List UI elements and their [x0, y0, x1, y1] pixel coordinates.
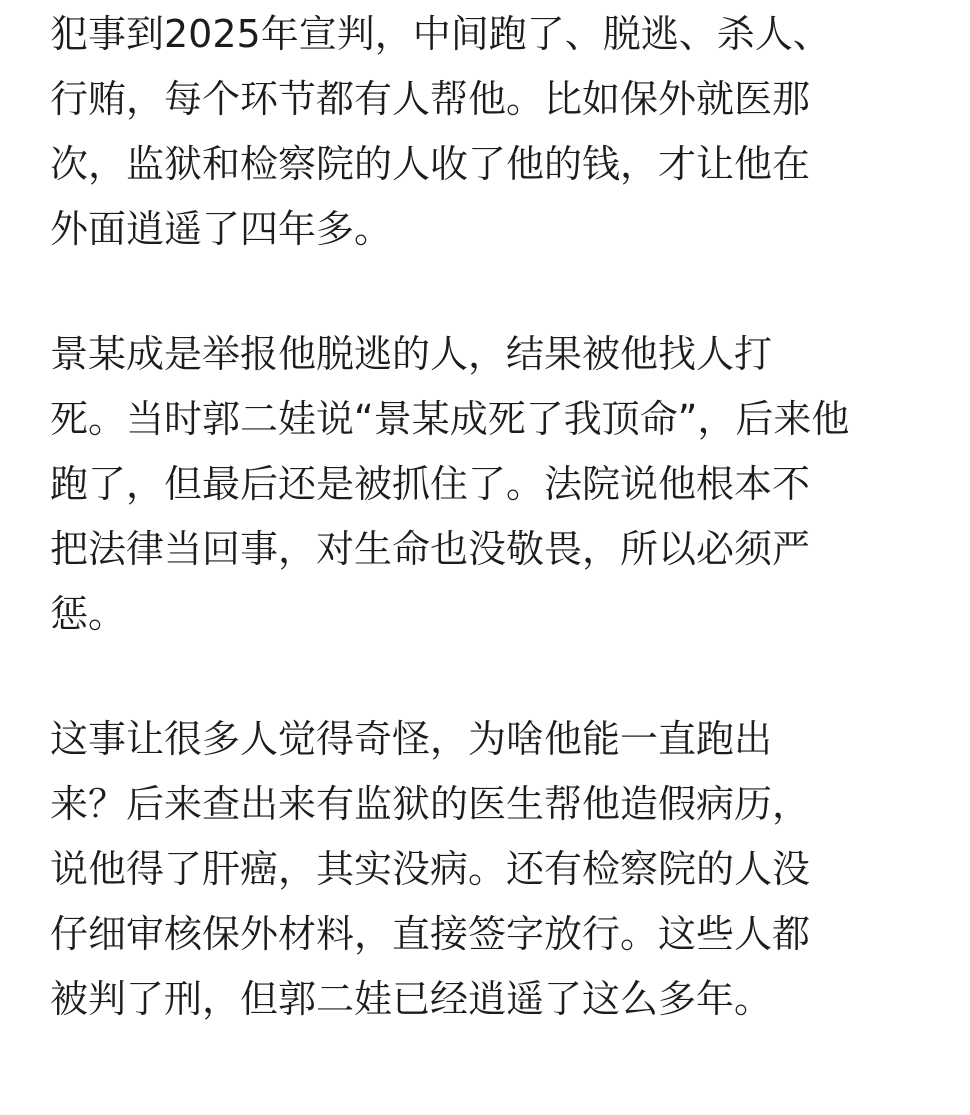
text-line: 来？后来查出来有监狱的医生帮他造假病历，	[50, 782, 811, 826]
text-line: 被判了刑，但郭二娃已经逍遥了这么多年。	[50, 977, 773, 1021]
text-line: 跑了，但最后还是被抓住了。法院说他根本不	[50, 462, 811, 506]
text-line: 行贿，每个环节都有人帮他。比如保外就医那	[50, 77, 811, 121]
text-line: 犯事到2025年宣判，中间跑了、脱逃、杀人、	[50, 12, 831, 56]
text-line: 外面逍遥了四年多。	[50, 207, 393, 251]
text-line: 惩。	[50, 592, 127, 636]
paragraph-3	[50, 707, 930, 1032]
text-line: 死。当时郭二娃说“景某成死了我顶命”，后来他	[50, 397, 850, 441]
paragraph-2	[50, 322, 930, 647]
article-body	[50, 2, 930, 1032]
text-line: 把法律当回事，对生命也没敬畏，所以必须严	[50, 527, 811, 571]
text-line: 仔细审核保外材料，直接签字放行。这些人都	[50, 912, 811, 956]
text-line: 次，监狱和检察院的人收了他的钱，才让他在	[50, 142, 811, 186]
text-line: 说他得了肝癌，其实没病。还有检察院的人没	[50, 847, 811, 891]
text-line: 这事让很多人觉得奇怪，为啥他能一直跑出	[50, 717, 773, 761]
text-line: 景某成是举报他脱逃的人，结果被他找人打	[50, 332, 773, 376]
paragraph-1	[50, 2, 930, 262]
